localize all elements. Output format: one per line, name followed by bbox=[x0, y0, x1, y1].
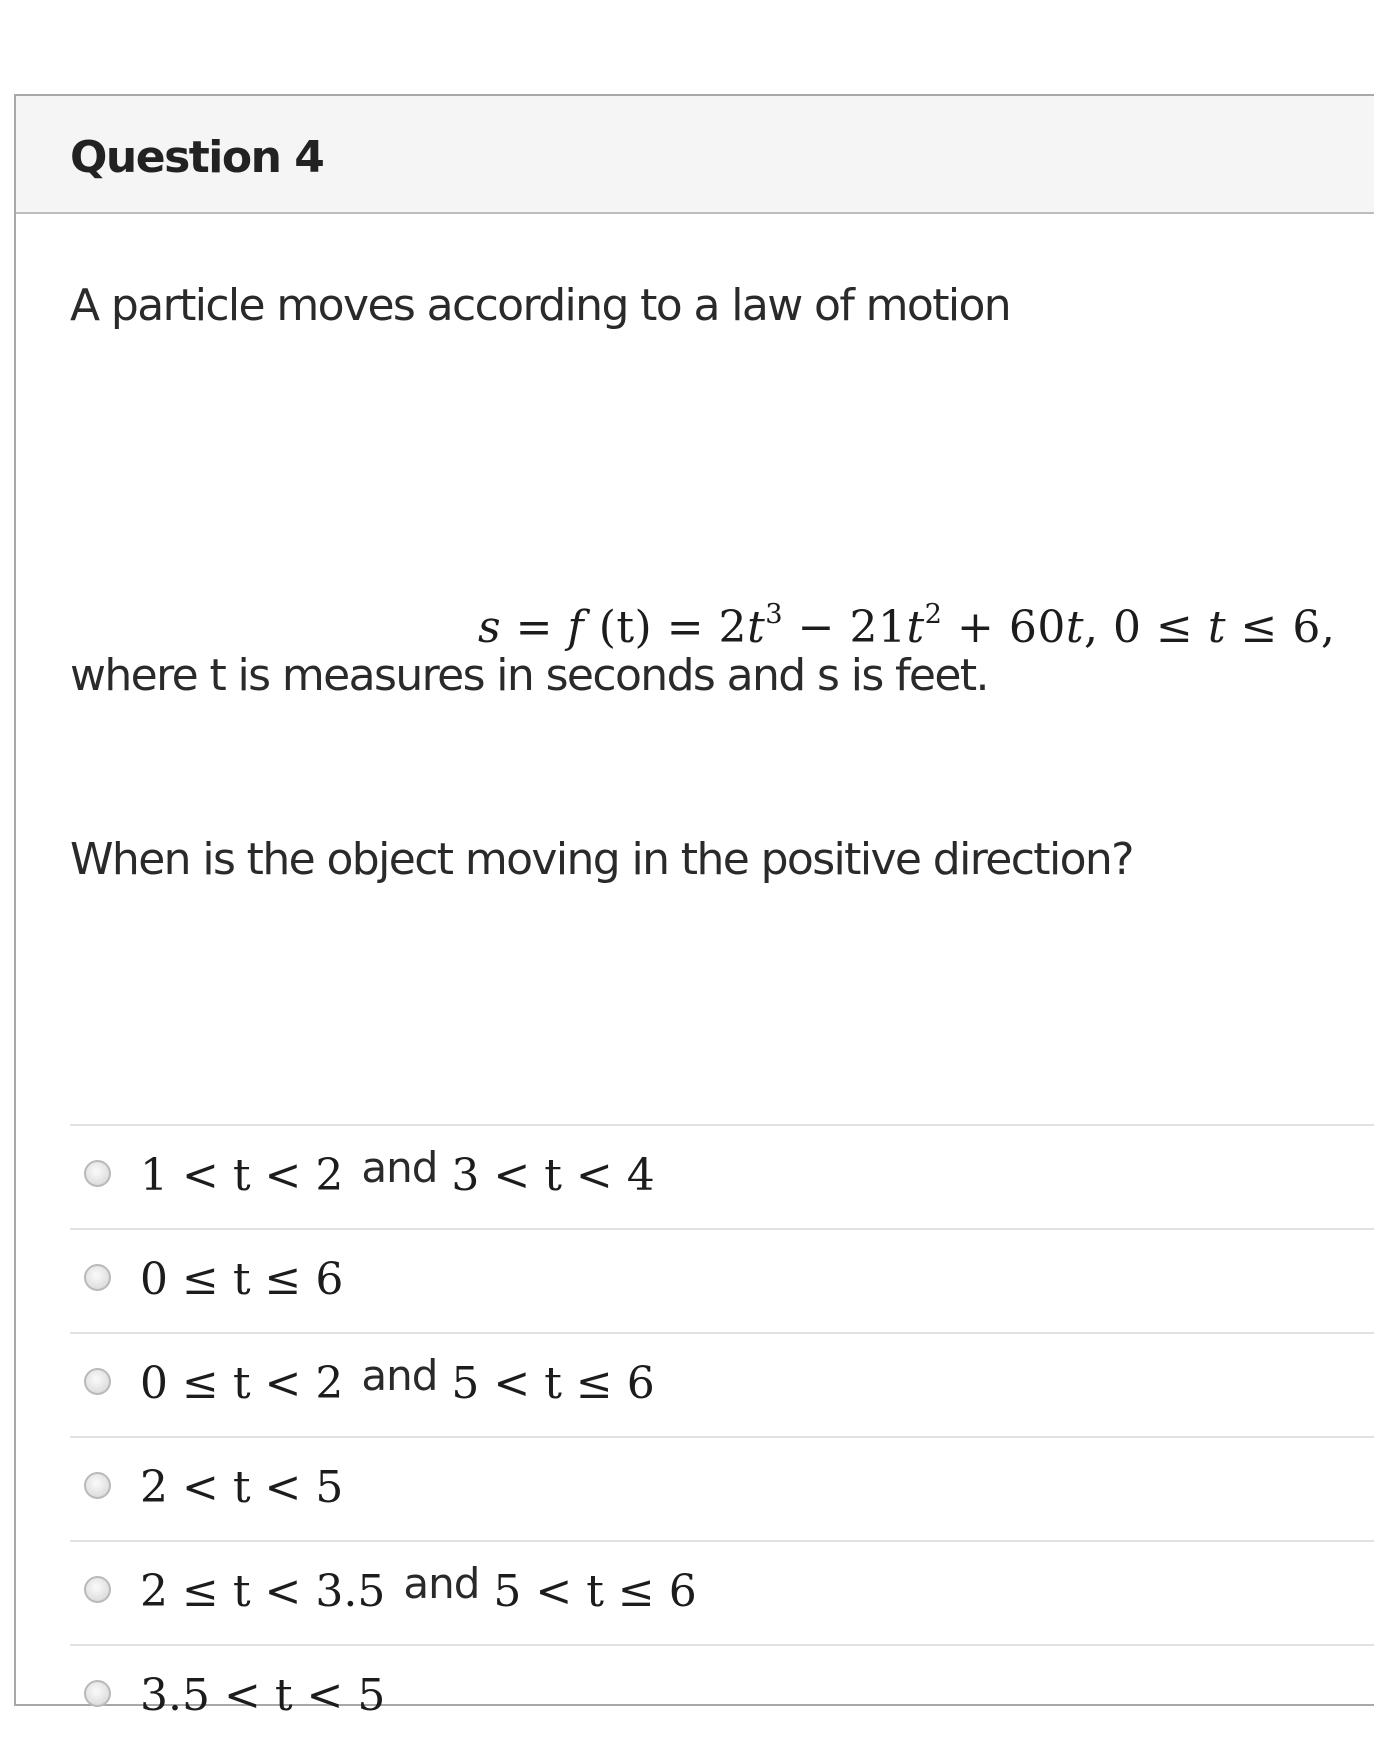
answer-part1: 0 ≤ t < 2 bbox=[140, 1358, 344, 1409]
motion-formula bbox=[478, 598, 1336, 653]
answer-part2: 5 < t ≤ 6 bbox=[451, 1358, 655, 1409]
radio-button[interactable] bbox=[84, 1160, 111, 1187]
formula-tail2: , 0 ≤ bbox=[1084, 602, 1208, 653]
formula-lhs: s = bbox=[478, 602, 568, 653]
radio-button[interactable] bbox=[84, 1680, 111, 1707]
answer-label[interactable] bbox=[140, 1143, 655, 1201]
answer-option[interactable] bbox=[70, 1540, 1374, 1644]
formula-arg: (t) = 2 bbox=[584, 602, 748, 653]
answer-list bbox=[70, 1124, 1374, 1748]
formula-t4: t bbox=[1207, 602, 1226, 653]
answer-part1: 0 ≤ t ≤ 6 bbox=[140, 1254, 344, 1305]
question-card bbox=[14, 94, 1374, 1721]
formula-t1: t bbox=[747, 602, 766, 653]
answer-option[interactable] bbox=[70, 1644, 1374, 1748]
formula-mid: − 21 bbox=[783, 602, 907, 653]
formula-t2: t bbox=[906, 602, 925, 653]
question-header bbox=[16, 96, 1374, 214]
answer-label[interactable] bbox=[140, 1351, 655, 1409]
radio-button[interactable] bbox=[84, 1472, 111, 1499]
radio-button[interactable] bbox=[84, 1264, 111, 1291]
answer-label[interactable] bbox=[140, 1559, 697, 1617]
formula-tail3: ≤ 6, bbox=[1226, 602, 1336, 653]
answer-option[interactable] bbox=[70, 1124, 1374, 1228]
answer-part1: 1 < t < 2 bbox=[140, 1150, 344, 1201]
question-title: Question 4 bbox=[70, 132, 324, 183]
formula-tail1: + 60 bbox=[942, 602, 1066, 653]
question-prompt: When is the object moving in the positive direction? bbox=[70, 834, 1133, 885]
radio-button[interactable] bbox=[84, 1576, 111, 1603]
answer-connector: and bbox=[361, 1143, 438, 1192]
answer-part1: 3.5 < t < 5 bbox=[140, 1670, 386, 1721]
answer-option[interactable] bbox=[70, 1332, 1374, 1436]
question-intro: A particle moves according to a law of motion bbox=[70, 280, 1011, 331]
answer-part1: 2 ≤ t < 3.5 bbox=[140, 1566, 386, 1617]
answer-connector: and bbox=[403, 1559, 480, 1608]
question-units: where t is measures in seconds and s is feet. bbox=[70, 650, 988, 701]
answer-part2: 5 < t ≤ 6 bbox=[493, 1566, 697, 1617]
answer-label[interactable] bbox=[140, 1670, 385, 1721]
answer-option[interactable] bbox=[70, 1436, 1374, 1540]
formula-exp2: 2 bbox=[924, 598, 943, 630]
formula-exp1: 3 bbox=[765, 598, 784, 630]
answer-option[interactable] bbox=[70, 1228, 1374, 1332]
answer-part2: 3 < t < 4 bbox=[451, 1150, 655, 1201]
answer-part1: 2 < t < 5 bbox=[140, 1462, 344, 1513]
answer-connector: and bbox=[361, 1351, 438, 1400]
answer-label[interactable] bbox=[140, 1462, 343, 1513]
radio-button[interactable] bbox=[84, 1368, 111, 1395]
formula-fn: f bbox=[567, 602, 585, 653]
answer-label[interactable] bbox=[140, 1254, 343, 1305]
formula-t3: t bbox=[1065, 602, 1084, 653]
